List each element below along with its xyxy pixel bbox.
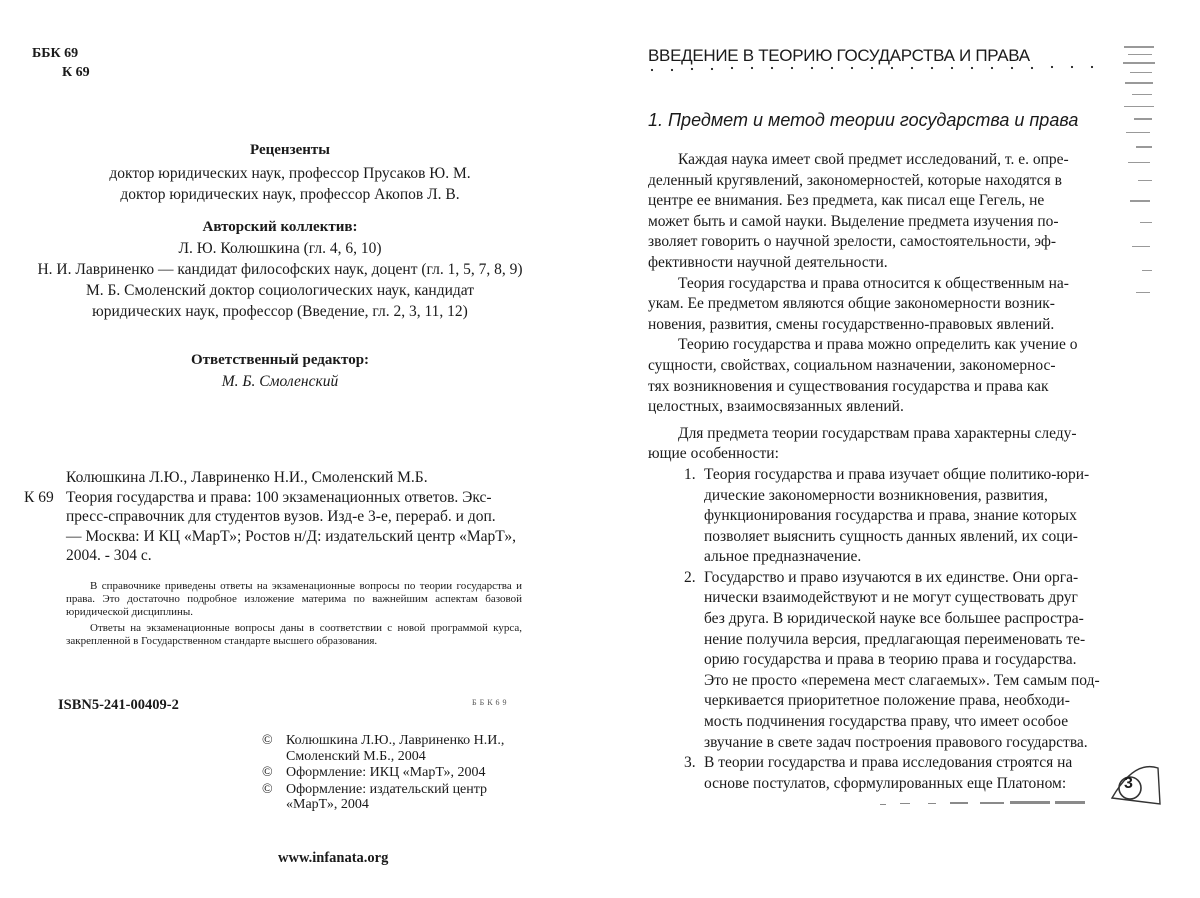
abstract-paragraph: Ответы на экзаменационные вопросы даны в соответствии с новой программой курса, закрепленной в Государственном стандарте высшего образования. (66, 622, 522, 647)
list-number: 2. (684, 568, 696, 586)
reviewer-line: доктор юридических наук, профессор Прусаков Ю. М. (109, 165, 471, 182)
bib-code: К 69 (24, 488, 54, 506)
reviewers-block (0, 140, 580, 205)
authors-block (0, 217, 560, 322)
text-line: нически взаимодействуют и не могут существовать друг (704, 589, 1078, 607)
text-line: альное предназначение. (704, 548, 862, 566)
text-line: позволяет выяснить сущность данных явлений, их соци- (704, 527, 1078, 545)
text-line: Каждая наука имеет свой предмет исследований, т. е. опре- (678, 151, 1069, 168)
text-line: мость подчинения государства праву, что имеет особое (704, 713, 1069, 731)
bibliographic-record (24, 468, 544, 566)
text-line: Теорию государства и права можно определить как учение о (678, 336, 1078, 354)
text-line: Теория государства и права относится к общественным на- (678, 274, 1069, 292)
text-line: тях возникновения и существования государства и права как (648, 377, 1049, 395)
text-line: звучание в свете задач построения правового государства. (704, 733, 1088, 751)
bbk-small: ББК69 (472, 698, 510, 707)
bib-line: — Москва: И КЦ «МарТ»; Ростов н/Д: издательский центр «МарТ», (66, 527, 516, 545)
text-line: дические закономерности возникновения, развития, (704, 486, 1048, 504)
text-line: сущности, свойствах, социальном назначении, закономернос- (648, 356, 1056, 374)
text-line: без друга. В юридической науке все большее распростра- (704, 610, 1084, 628)
editor-name: М. Б. Смоленский (221, 373, 339, 390)
dotted-rule (650, 64, 1100, 74)
copyright-item (262, 782, 532, 813)
copyright-item (262, 765, 532, 781)
isbn: ISBN5-241-00409-2 (58, 697, 179, 713)
bib-line: 2004. - 304 с. (66, 547, 152, 564)
list-item (648, 465, 1100, 568)
website-link[interactable]: www.infanata.org (278, 850, 389, 866)
scan-speckle (880, 796, 1090, 810)
text-line: черкивается приоритетное положение права, необходи- (704, 692, 1070, 710)
text-line: может быть и самой науки. Выделение предмета изучения по- (648, 212, 1059, 230)
page-number-badge (1106, 758, 1162, 806)
text-line: Теория государства и права изучает общие политико-юри- (704, 465, 1090, 483)
body-text (648, 150, 1100, 794)
bib-line: Колюшкина Л.Ю., Лавриненко Н.И., Смоленский М.Б. (66, 469, 428, 486)
reviewer-line: доктор юридических наук, профессор Акопов Л. В. (120, 186, 460, 203)
copyright-symbol: © (262, 733, 273, 748)
text-line: деленный кругявлений, закономерностей, которые находятся в (648, 171, 1062, 189)
text-line: ющие особенности: (648, 445, 779, 463)
bib-line: Теория государства и права: 100 экзаменационных ответов. Экс- (66, 488, 492, 506)
text-line: основе постулатов, сформулированных еще Платоном: (704, 774, 1067, 792)
text-line: В теории государства и права исследования строятся на (704, 754, 1073, 772)
text-line: орию государства и права в теорию права и государства. (704, 651, 1077, 669)
copyright-symbol: © (262, 765, 273, 780)
list-item (648, 568, 1100, 753)
text-line: укам. Ее предметом являются общие закономерности возник- (648, 295, 1055, 313)
copyright-item (262, 733, 532, 764)
list-number: 3. (684, 754, 696, 772)
text-line: целостных, взаимосвязанных явлений. (648, 398, 904, 416)
text-line: центре ее внимания. Без предмета, как писал еще Гегель, не (648, 192, 1045, 210)
text-line: новения, развития, смены государственно-правовых явлений. (648, 315, 1055, 333)
reviewers-heading: Рецензенты (250, 142, 330, 158)
bbk-index (32, 44, 90, 82)
bib-line-with-code (24, 488, 544, 508)
scan-noise (1122, 40, 1162, 310)
copyright-symbol: © (262, 781, 273, 797)
section-title: 1. Предмет и метод теории государства и права (648, 110, 1079, 130)
copyright-text: Колюшкина Л.Ю., Лавриненко Н.И., Смоленский М.Б., 2004 (286, 733, 505, 764)
text-line: зволяет говорить о научной зрелости, самостоятельности, эф- (648, 233, 1057, 251)
author-line: Н. И. Лавриненко — кандидат философских наук, доцент (гл. 1, 5, 7, 8, 9) (37, 261, 523, 278)
abstract-paragraph: В справочнике приведены ответы на экзаменационные вопросы по теории государства и права. Это достаточно подробное изложение материма по важнейшим аспектам базовой юридической дисциплины. (66, 580, 522, 618)
text-line: нение получила версия, предлагающая переименовать те- (704, 630, 1086, 648)
running-head: ВВЕДЕНИЕ В ТЕОРИЮ ГОСУДАРСТВА И ПРАВА (648, 46, 1030, 65)
authors-heading: Авторский коллектив: (202, 219, 358, 235)
text-line: Для предмета теории государствам права характерны следу- (678, 424, 1077, 442)
page-number: 3 (1124, 775, 1133, 792)
copyright-text: Оформление: издательский центр «МарТ», 2004 (286, 781, 488, 812)
text-line: Это не просто «перемена мест слагаемых». Тем самым под- (704, 671, 1100, 689)
bbk-line1: ББК 69 (32, 46, 79, 61)
author-line: юридических наук, профессор (Введение, гл. 2, 3, 11, 12) (92, 303, 468, 320)
text-line: Государство и право изучаются в их единстве. Они орга- (704, 568, 1079, 586)
author-line: Л. Ю. Колюшкина (гл. 4, 6, 10) (178, 240, 382, 257)
list-number: 1. (684, 465, 696, 483)
editor-block (0, 350, 560, 392)
copyright-text: Оформление: ИКЦ «МарТ», 2004 (286, 765, 486, 780)
bib-line: пресс-справочник для студентов вузов. Изд-е 3-е, перераб. и доп. (66, 508, 496, 525)
author-line: М. Б. Смоленский доктор социологических наук, кандидат (85, 282, 475, 299)
abstract (66, 580, 522, 651)
copyright-block (262, 733, 532, 814)
editor-heading: Ответственный редактор: (190, 352, 370, 368)
bbk-line2: К 69 (62, 65, 90, 80)
text-line: функционирования государства и права, знание которых (704, 507, 1077, 525)
list-item (648, 753, 1100, 794)
text-line: фективности научной деятельности. (648, 253, 888, 271)
